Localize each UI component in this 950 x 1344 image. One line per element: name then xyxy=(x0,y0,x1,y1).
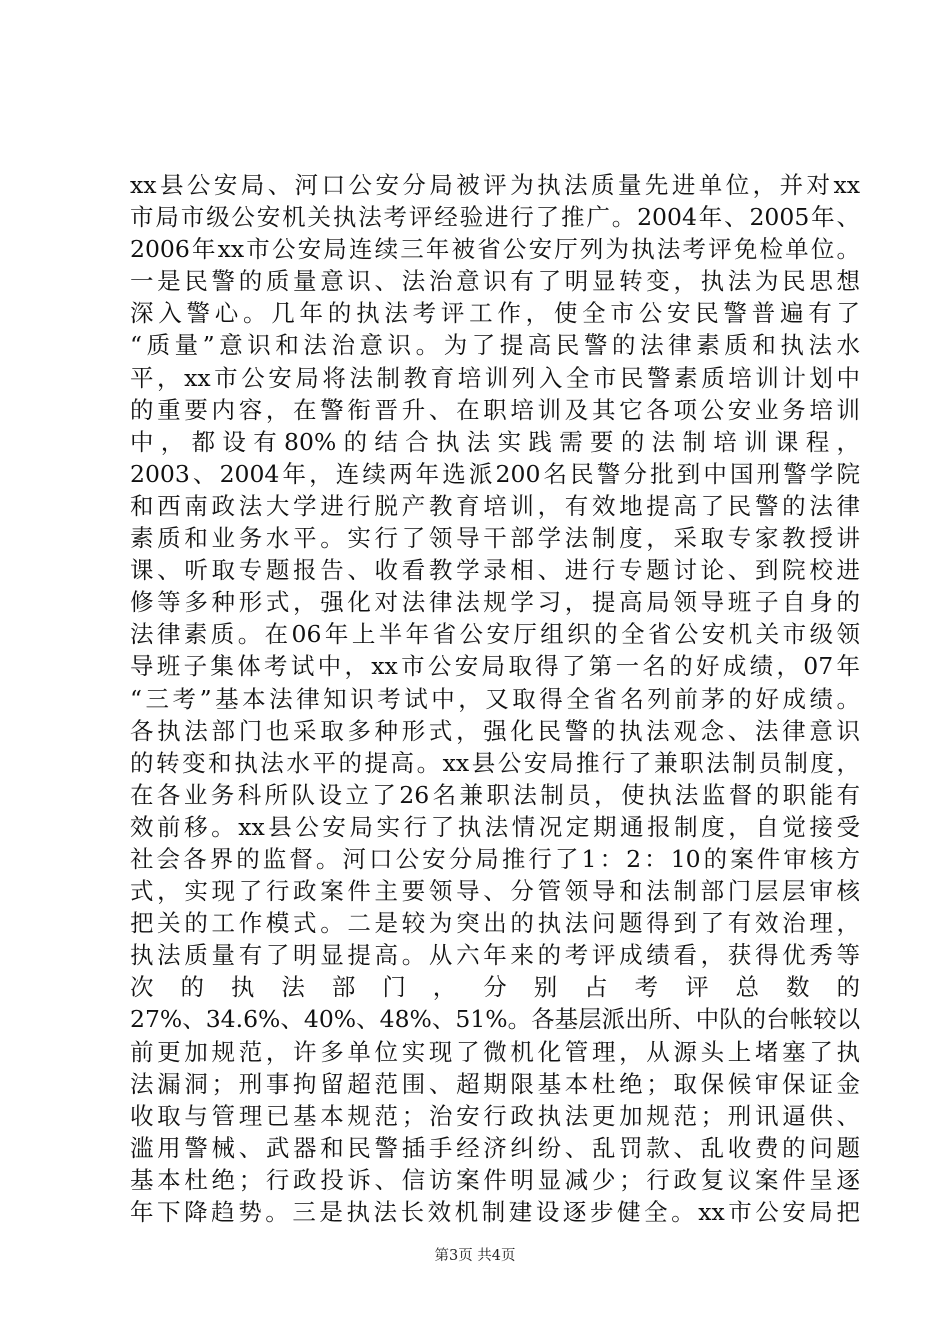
text-line: 法律素质。在06年上半年省公安厅组织的全省公安机关市级领 xyxy=(130,620,860,649)
body-text xyxy=(130,169,860,1228)
text-line: 各执法部门也采取多种形式，强化民警的执法观念、法律意识 xyxy=(130,716,860,745)
text-line: 市局市级公安机关执法考评经验进行了推广。2004年、2005年、 xyxy=(130,203,860,232)
text-line: 滥用警械、武器和民警插手经济纠纷、乱罚款、乱收费的问题 xyxy=(130,1133,860,1162)
text-line: 效前移。xx县公安局实行了执法情况定期通报制度，自觉接受 xyxy=(130,812,860,841)
text-line: 年下降趋势。三是执法长效机制建设逐步健全。xx市公安局把 xyxy=(130,1198,860,1226)
text-line: 2003、2004年，连续两年选派200名民警分批到中国刑警学院 xyxy=(130,459,860,488)
text-line: 素质和业务水平。实行了领导干部学法制度，采取专家教授讲 xyxy=(130,524,860,553)
text-line: 社会各界的监督。河口公安分局推行了1：2：10的案件审核方 xyxy=(130,844,860,873)
text-line: 一是民警的质量意识、法治意识有了明显转变，执法为民思想 xyxy=(130,267,860,296)
text-line: 修等多种形式，强化对法律法规学习，提高局领导班子自身的 xyxy=(130,588,860,617)
text-line: 在各业务科所队设立了26名兼职法制员，使执法监督的职能有 xyxy=(130,780,860,809)
page-footer: 第3页 共4页 xyxy=(434,1248,516,1264)
text-line: 深入警心。几年的执法考评工作，使全市公安民警普遍有了 xyxy=(130,299,860,328)
text-line: 的转变和执法水平的提高。xx县公安局推行了兼职法制员制度， xyxy=(130,748,860,777)
text-line: 法漏洞；刑事拘留超范围、超期限基本杜绝；取保候审保证金 xyxy=(130,1069,860,1098)
text-line: 2006年xx市公安局连续三年被省公安厅列为执法考评免检单位。 xyxy=(130,235,860,264)
text-line: 次 的 执 法 部 门 ， 分 别 占 考 评 总 数 的 xyxy=(130,973,860,1002)
text-line: 27%、34.6%、40%、48%、51%。各基层派出所、中队的台帐较以 xyxy=(130,1005,860,1034)
text-line: 把关的工作模式。二是较为突出的执法问题得到了有效治理， xyxy=(130,909,860,938)
text-line: 基本杜绝；行政投诉、信访案件明显减少；行政复议案件呈逐 xyxy=(130,1165,860,1194)
text-line: 中，都设有80%的结合执法实践需要的法制培训课程， xyxy=(130,427,860,456)
text-line: 前更加规范，许多单位实现了微机化管理，从源头上堵塞了执 xyxy=(130,1037,860,1066)
text-line: 式，实现了行政案件主要领导、分管领导和法制部门层层审核 xyxy=(130,877,860,906)
text-line: 执法质量有了明显提高。从六年来的考评成绩看，获得优秀等 xyxy=(130,941,860,970)
text-line: 课、听取专题报告、收看教学录相、进行专题讨论、到院校进 xyxy=(130,556,860,585)
text-line: xx县公安局、河口公安分局被评为执法质量先进单位，并对xx xyxy=(130,171,860,199)
text-line: “三考”基本法律知识考试中，又取得全省名列前茅的好成绩。 xyxy=(130,684,860,713)
text-line: 平，xx市公安局将法制教育培训列入全市民警素质培训计划中 xyxy=(130,363,860,392)
text-line: 导班子集体考试中，xx市公安局取得了第一名的好成绩，07年 xyxy=(130,652,860,681)
text-line: 收取与管理已基本规范；治安行政执法更加规范；刑讯逼供、 xyxy=(130,1101,860,1130)
text-line: 和西南政法大学进行脱产教育培训，有效地提高了民警的法律 xyxy=(130,491,860,520)
text-line: “质量”意识和法治意识。为了提高民警的法律素质和执法水 xyxy=(130,331,860,360)
text-line: 的重要内容，在警衔晋升、在职培训及其它各项公安业务培训 xyxy=(130,395,860,424)
